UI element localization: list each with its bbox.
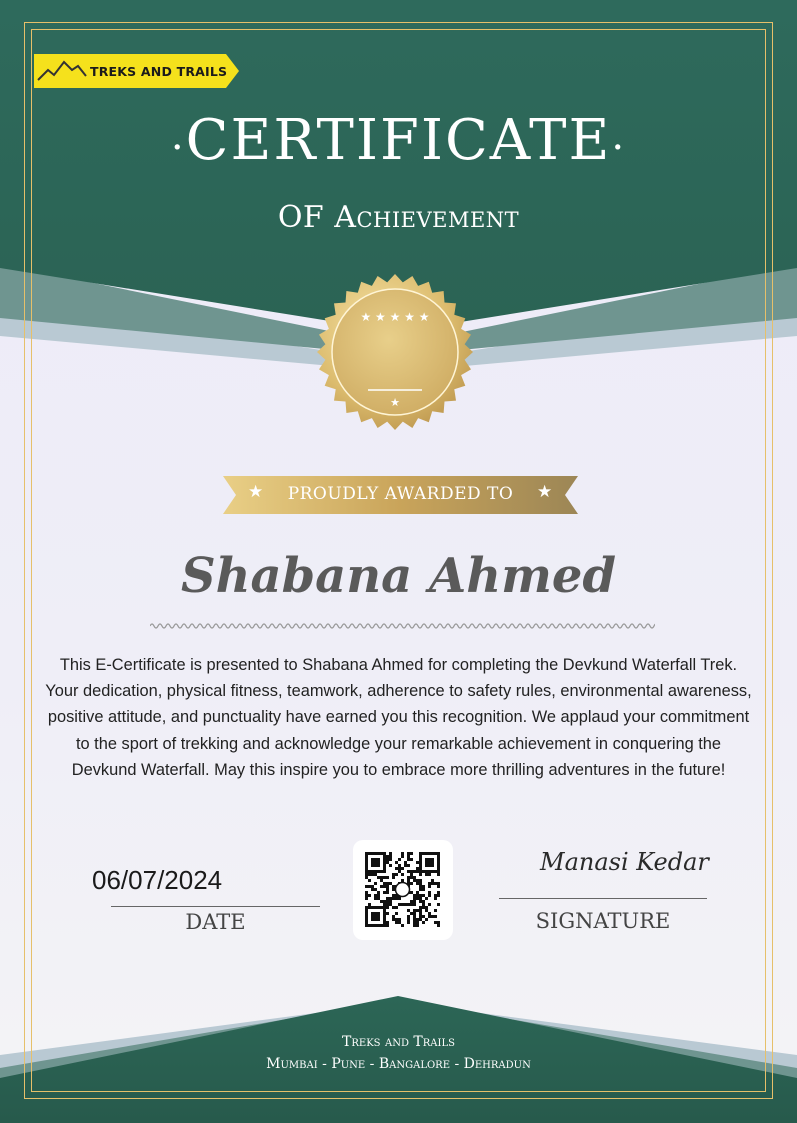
svg-text:★ ★ ★ ★ ★: ★ ★ ★ ★ ★ — [360, 310, 430, 324]
signature-line — [499, 898, 707, 899]
signature-label: SIGNATURE — [535, 909, 671, 933]
certificate-subtitle: OF Achievement — [277, 200, 520, 235]
title-dot-right: . — [611, 113, 627, 159]
gold-seal-icon — [316, 273, 474, 431]
svg-text:★: ★ — [390, 396, 400, 409]
ribbon-star-right: ★ — [537, 482, 553, 502]
certificate-description: This E-Certificate is presented to Shabana Ahmed for completing the Devkund Waterfall Trek. Your dedication, physical fitness, teamwork, adherence to safety rules, environmental awareness, positive attitude, and punctuality have earned you this recognition. We applaud your commitment to the sport of trekking and acknowledge your remarkable achievement in conquering the Devkund Waterfall. May this inspire you to embrace more thrilling adventures in the future! — [45, 656, 752, 779]
ribbon-label: PROUDLY AWARDED TO — [287, 484, 514, 504]
date-value: 06/07/2024 — [92, 865, 223, 895]
recipient-name: Shabana Ahmed — [180, 548, 617, 604]
qr-code-graphic — [353, 840, 453, 940]
logo-text: TREKS AND TRAILS — [90, 64, 228, 79]
certificate-title — [0, 108, 797, 173]
footer-org: Treks and Trails — [342, 1034, 455, 1050]
footer-locations: Mumbai - Pune - Bangalore - Dehradun — [266, 1056, 531, 1072]
title-dot-left: . — [170, 113, 186, 159]
decorative-wave-divider — [150, 620, 655, 632]
qr-code-icon[interactable] — [353, 840, 453, 940]
title-text: CERTIFICATE — [185, 108, 612, 173]
date-label: DATE — [185, 910, 246, 934]
ribbon-star-left: ★ — [248, 482, 264, 502]
signature-value: Manasi Kedar — [540, 848, 709, 876]
date-line — [111, 906, 320, 907]
